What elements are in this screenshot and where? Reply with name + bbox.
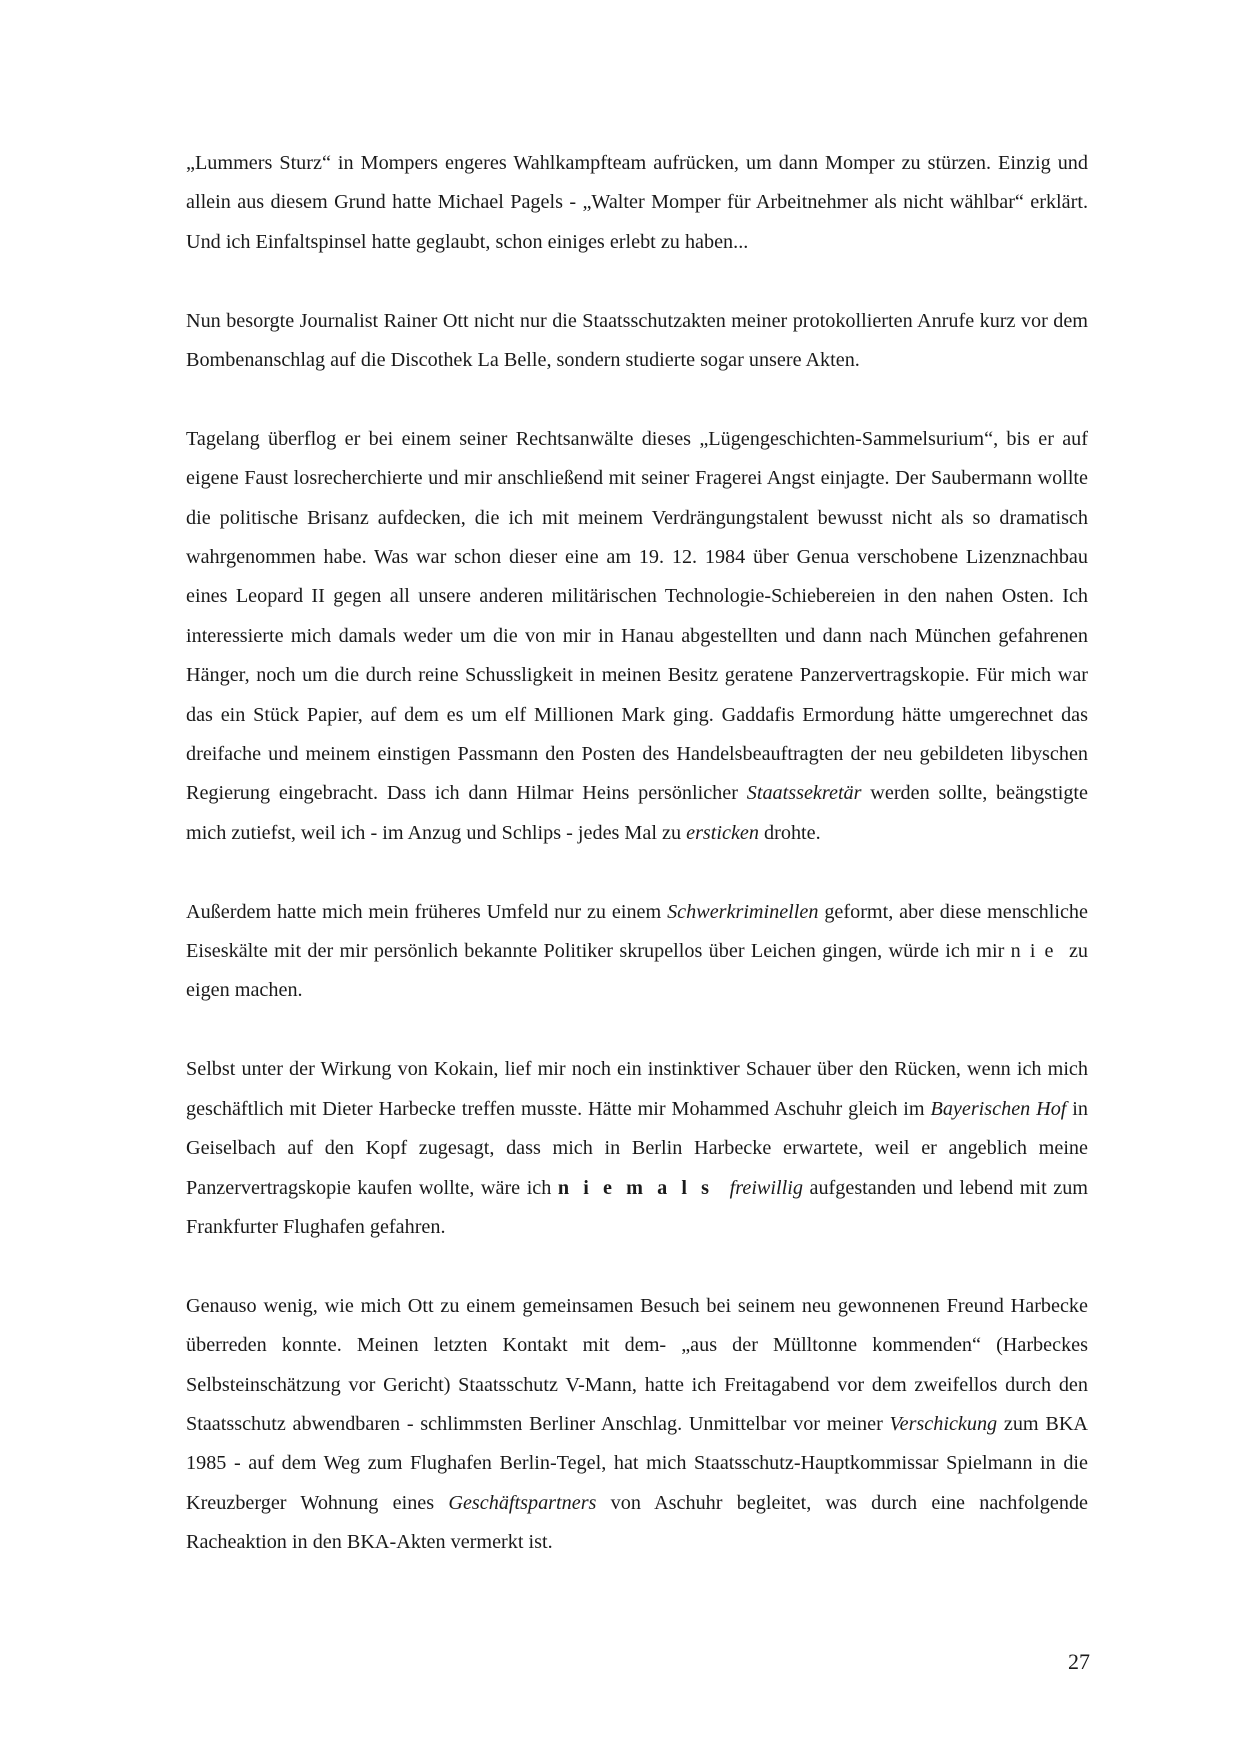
emphasized-text: freiwillig: [729, 1176, 803, 1199]
page-number: 27: [1068, 1649, 1090, 1674]
paragraph-5: [186, 1050, 1088, 1247]
text-segment: werden sollte, beängstigte mich zutiefst, weil ich - im Anzug und Schlips - jedes Mal zu: [186, 782, 1088, 844]
paragraph-2: [186, 302, 1088, 381]
spaced-bold-text: niemals: [557, 1176, 724, 1199]
text-segment: Nun besorgte Journalist Rainer Ott nicht nur die Staatsschutzakten meiner protokollierten Anrufe kurz vor dem Bombenanschlag auf die Discothek La Belle, sondern studierte sogar unsere Akten.: [186, 309, 1088, 372]
text-segment: drohte.: [758, 821, 821, 844]
spaced-text: nie: [1010, 940, 1063, 963]
emphasized-text: Schwerkriminellen: [667, 900, 819, 923]
paragraph-3: [186, 420, 1088, 853]
paragraph-1: [186, 144, 1088, 262]
text-segment: in Geiselbach auf den Kopf zugesagt, dass mich in Berlin Harbecke erwartete, weil er angeblich meine Panzervertragskopie kaufen wollte, wäre ich: [186, 1097, 1088, 1199]
paragraph-4: [186, 893, 1088, 1011]
body-text: [186, 144, 1088, 1563]
text-segment: geformt, aber diese menschliche Eiseskälte mit der mir persönlich bekannte Politiker skrupellos über Leichen gingen, würde ich mir: [186, 900, 1088, 963]
text-segment: Außerdem hatte mich mein früheres Umfeld nur zu einem: [186, 900, 668, 923]
text-segment: Tagelang überflog er bei einem seiner Rechtsanwälte dieses „Lügengeschichten-Sammelsurium“, bis er auf eigene Faust losrecherchierte und mir anschließend mit seiner Fragerei Angst einjagte. Der Saubermann wollte die politische Brisanz aufdecken, die ich mit meinem Verdrängungstalent bewusst nicht als so dramatisch wahrgenommen habe. Was war schon dieser eine am 19. 12. 1984 über Genua verschobene Lizenznachbau eines Leopard II gegen all unsere anderen militärischen Technologie-Schiebereien in den nahen Osten. Ich interessierte mich damals weder um die von mir in Hanau abgestellten und dann nach München gefahrenen Hänger, noch um die durch reine Schussligkeit in meinen Besitz geratene Panzervertragskopie. Für mich war das ein Stück Papier, auf dem es um elf Millionen Mark ging. Gaddafis Ermordung hätte umgerechnet das dreifache und meinem einstigen Passmann den Posten des Handelsbeauftragten der neu gebildeten libyschen Regierung eingebracht. Dass ich dann Hilmar Heins persönlicher: [186, 427, 1088, 805]
emphasized-text: Geschäftspartners: [448, 1491, 597, 1514]
text-segment: Selbst unter der Wirkung von Kokain, lief mir noch ein instinktiver Schauer über den Rücken, wenn ich mich geschäftlich mit Dieter Harbecke treffen musste. Hätte mir Mohammed Aschuhr gleich im: [186, 1058, 1088, 1120]
text-segment: Genauso wenig, wie mich Ott zu einem gemeinsamen Besuch bei seinem neu gewonnenen Freund Harbecke überreden konnte. Meinen letzten Kontakt mit dem- „aus der Mülltonne kommenden“ (Harbeckes Selbsteinschätzung vor Gericht) Staatsschutz V-Mann, hatte ich Freitagabend vor dem zweifellos durch den Staatsschutz abwendbaren - schlimmsten Berliner Anschlag. Unmittelbar vor meiner: [186, 1294, 1088, 1435]
emphasized-text: ersticken: [686, 821, 759, 844]
text-segment: aufgestanden und lebend mit zum Frankfurter Flughafen gefahren.: [186, 1176, 1088, 1238]
emphasized-text: Staatssekretär: [746, 782, 862, 805]
paragraph-6: [186, 1287, 1088, 1563]
emphasized-text: Verschickung: [889, 1412, 998, 1435]
text-segment: von Aschuhr begleitet, was durch eine nachfolgende Racheaktion in den BKA-Akten vermerkt ist.: [186, 1491, 1088, 1554]
text-segment: zu eigen machen.: [186, 940, 1088, 1002]
emphasized-text: Bayerischen Hof: [930, 1097, 1067, 1120]
text-segment: „Lummers Sturz“ in Mompers engeres Wahlkampfteam aufrücken, um dann Momper zu stürzen. Einzig und allein aus diesem Grund hatte Michael Pagels - „Walter Momper für Arbeitnehmer als nicht wählbar“ erklärt. Und ich Einfaltspinsel hatte geglaubt, schon einiges erlebt zu haben...: [186, 152, 1088, 253]
text-segment: zum BKA 1985 - auf dem Weg zum Flughafen Berlin-Tegel, hat mich Staatsschutz-Hauptkommissar Spielmann in die Kreuzberger Wohnung eines: [186, 1412, 1088, 1514]
